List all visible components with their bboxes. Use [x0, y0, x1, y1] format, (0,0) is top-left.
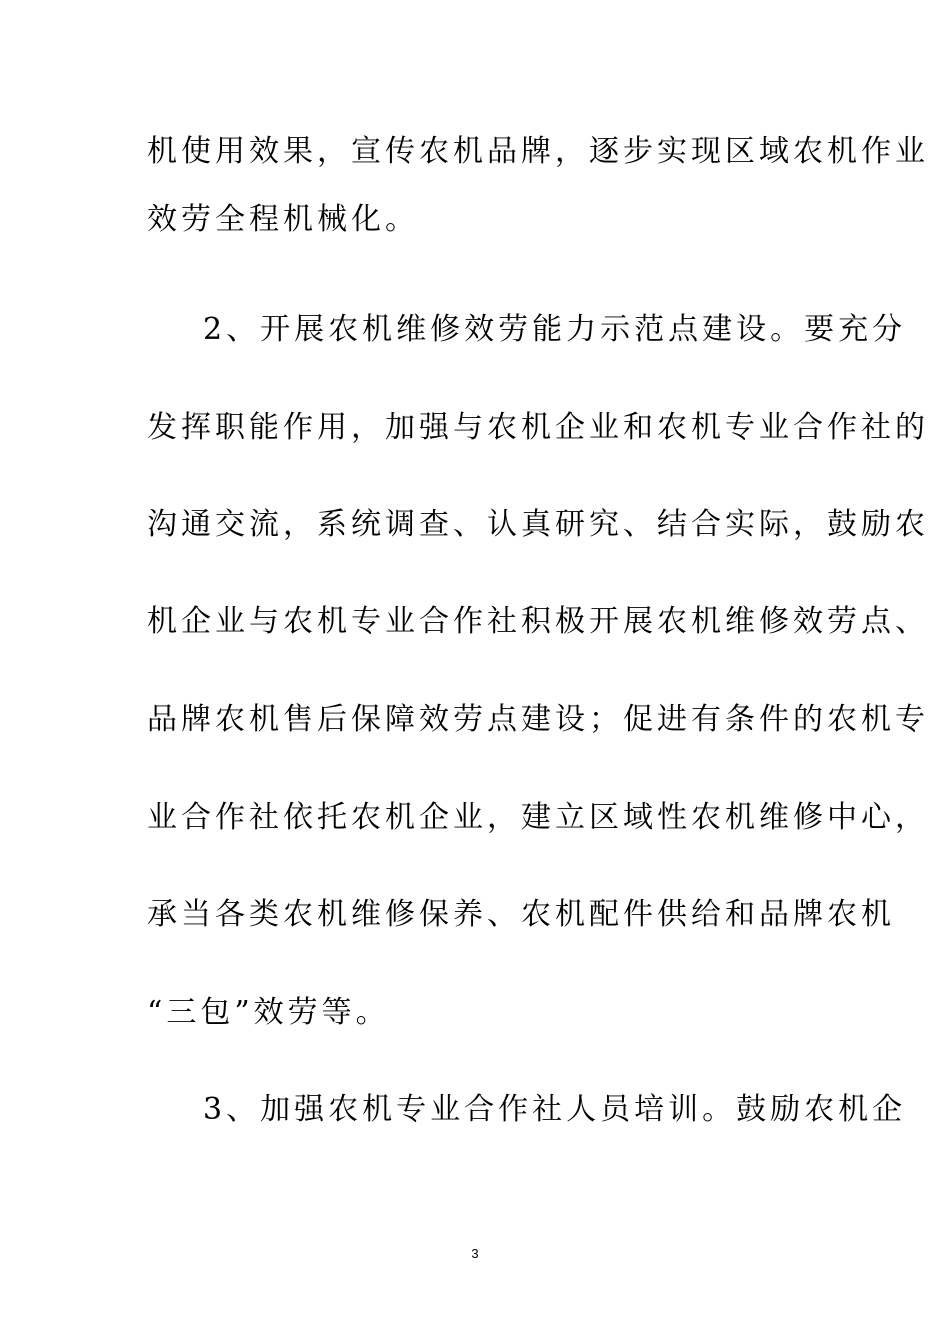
text-line-8: 业合作社依托农机企业，建立区域性农机维修中心， — [147, 800, 929, 835]
text-line-7: 品牌农机售后保障效劳点建设；促进有条件的农机专 — [147, 702, 929, 737]
paragraph-2-start: 2、开展农机维修效劳能力示范点建设。要充分 — [203, 312, 907, 347]
text-line-1: 机使用效果，宣传农机品牌，逐步实现区域农机作业 — [147, 134, 929, 169]
text-line-4: 发挥职能作用，加强与农机企业和农机专业合作社的 — [147, 410, 929, 445]
text-line-5: 沟通交流，系统调查、认真研究、结合实际，鼓励农 — [147, 507, 929, 542]
paragraph-3-start: 3、加强农机专业合作社人员培训。鼓励农机企 — [203, 1092, 907, 1127]
text-line-9: 承当各类农机维修保养、农机配件供给和品牌农机 — [147, 897, 895, 932]
text-line-6: 机企业与农机专业合作社积极开展农机维修效劳点、 — [147, 604, 929, 639]
text-line-10: “三包”效劳等。 — [147, 995, 390, 1030]
page-number: 3 — [471, 1246, 479, 1261]
text-line-2: 效劳全程机械化。 — [147, 202, 419, 237]
